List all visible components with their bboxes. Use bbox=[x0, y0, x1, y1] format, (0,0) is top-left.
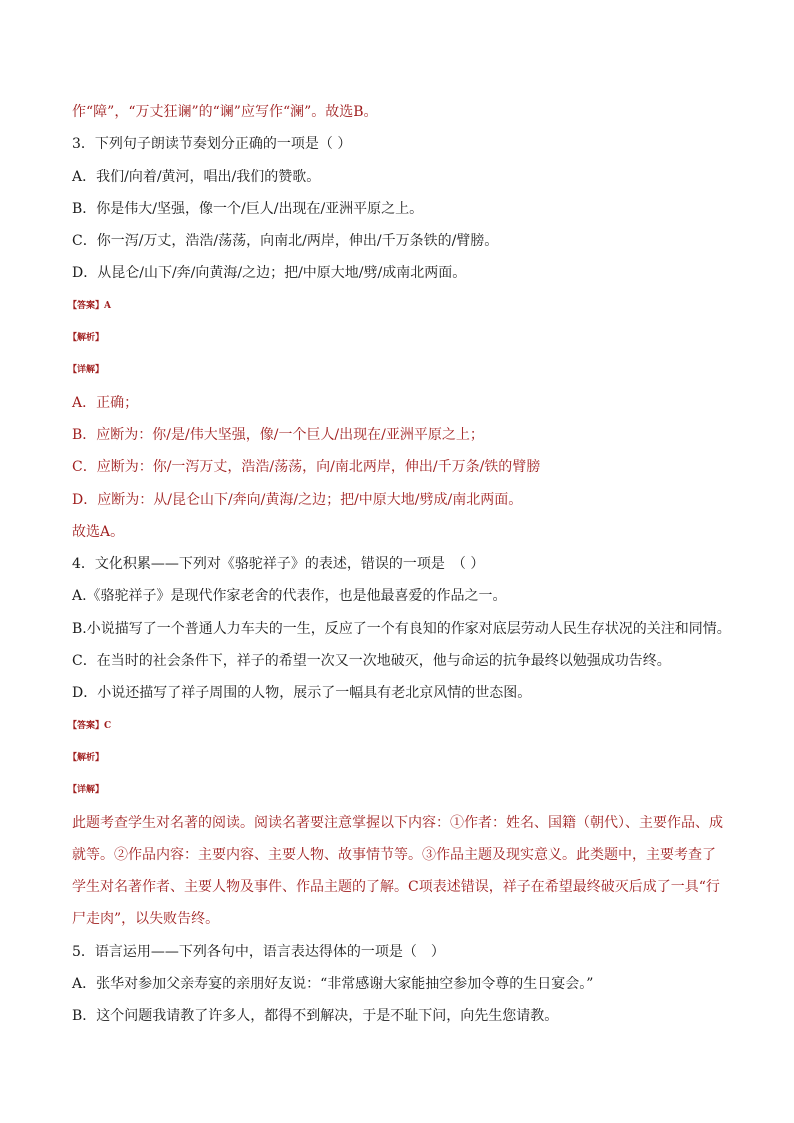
question-3-detail-label: 【详解】 bbox=[68, 365, 105, 376]
question-3-detail-d: D．应断为：从/昆仑山下/奔向/黄海/之边；把/中原大地/劈成/南北两面。 bbox=[72, 491, 523, 508]
question-5-option-a: A．张华对参加父亲寿宴的亲朋好友说：“非常感谢大家能抽空参加令尊的生日宴会。” bbox=[72, 976, 594, 993]
question-3-analysis-label: 【解析】 bbox=[68, 333, 105, 344]
question-4-option-a: A.《骆驼祥子》是现代作家老舍的代表作，也是他最喜爱的作品之一。 bbox=[72, 588, 507, 605]
question-3-option-d: D．从昆仑/山下/奔/向黄海/之边；把/中原大地/劈/成南北两面。 bbox=[72, 265, 467, 282]
question-3-detail-a: A．正确； bbox=[72, 394, 139, 411]
question-5-stem: 5．语言运用——下列各句中，语言表达得体的一项是（ ） bbox=[72, 943, 445, 960]
question-4-detail-line-2: 就等。②作品内容：主要内容、主要人物、故事情节等。③作品主题及现实意义。此类题中，主要考查了 bbox=[72, 846, 716, 863]
question-3-option-a: A．我们/向着/黄河，唱出/我们的赞歌。 bbox=[72, 168, 321, 185]
question-4-detail-line-4: 尸走肉”，以失败告终。 bbox=[72, 911, 220, 928]
question-4-option-d: D．小说还描写了祥子周围的人物，展示了一幅具有老北京风情的世态图。 bbox=[72, 685, 532, 702]
question-3-detail-c: C．应断为：你/一泻万丈，浩浩/荡荡，向/南北两岸，伸出/千万条/铁的臂膀 bbox=[72, 459, 541, 476]
question-4-detail-line-3: 学生对名著作者、主要人物及事件、作品主题的了解。C项表述错误，祥子在希望最终破灭后成了一具“行 bbox=[72, 879, 720, 896]
question-4-option-b: B.小说描写了一个普通人力车夫的一生，反应了一个有良知的作家对底层劳动人民生存状况的关注和同情。 bbox=[72, 620, 731, 637]
answer-continuation: 作“障”，“万丈狂谰”的“谰”应写作“澜”。故选B。 bbox=[72, 104, 378, 120]
document-content bbox=[68, 96, 732, 1033]
question-4-stem: 4．文化积累——下列对《骆驼祥子》的表述，错误的一项是 （ ） bbox=[72, 556, 485, 573]
question-3-stem: 3．下列句子朗读节奏划分正确的一项是（ ） bbox=[72, 136, 352, 153]
question-3-option-b: B．你是伟大/坚强，像一个/巨人/出现在/亚洲平原之上。 bbox=[72, 200, 424, 217]
question-3-conclusion: 故选A。 bbox=[72, 523, 125, 540]
question-3-answer-label: 【答案】A bbox=[68, 300, 111, 311]
question-4-detail-line-1: 此题考查学生对名著的阅读。阅读名著要注意掌握以下内容：①作者：姓名、国籍（朝代）、主要作品、成 bbox=[72, 814, 723, 831]
question-4-answer-label: 【答案】C bbox=[68, 720, 112, 731]
question-4-detail-label: 【详解】 bbox=[68, 785, 105, 796]
question-5-option-b: B．这个问题我请教了许多人，都得不到解决，于是不耻下问，向先生您请教。 bbox=[72, 1008, 559, 1025]
question-3-detail-b: B．应断为：你/是/伟大坚强，像/一个巨人/出现在/亚洲平原之上； bbox=[72, 426, 484, 443]
question-4-analysis-label: 【解析】 bbox=[68, 752, 105, 763]
question-4-option-c: C．在当时的社会条件下，祥子的希望一次又一次地破灭，他与命运的抗争最终以勉强成功告终。 bbox=[72, 653, 671, 670]
question-3-option-c: C．你一泻/万丈，浩浩/荡荡，向南北/两岸，伸出/千万条铁的/臂膀。 bbox=[72, 233, 499, 250]
